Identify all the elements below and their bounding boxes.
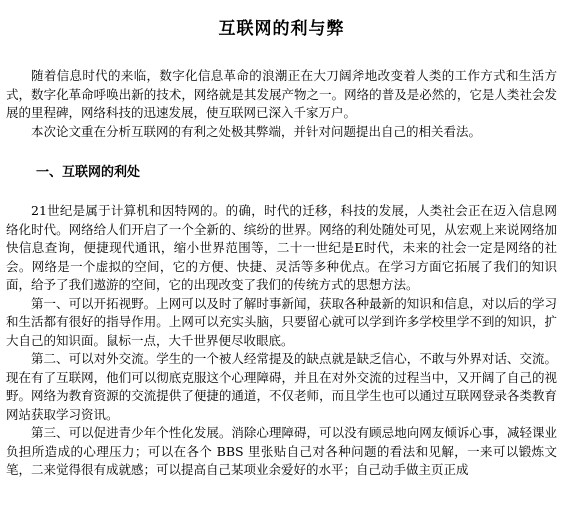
- intro-paragraph: 随着信息时代的来临，数字化信息革命的浪潮正在大刀阔斧地改变着人类的工作方式和生活方式，数字化革命呼唤出新的技术，网络就是其发展产物之一。网络的普及是必然的，它是人类社会发展的里程碑，网络科技的迅速发展，使互联网已深入千家万户。: [6, 68, 557, 120]
- section-heading: 一、互联网的利处: [36, 165, 141, 180]
- document-title: 互联网的利与弊: [218, 19, 345, 39]
- intro-section: [6, 67, 557, 141]
- body-paragraph: 第二、可以对外交流。学生的一个被人经常提及的缺点就是缺乏信心，不敢与外界对话、交流。现在有了互联网，他们可以彻底克服这个心理障碍，并且在对外交流的过程当中，又开阔了自己的视野。网络为教育资源的交流提供了便捷的通道，不仅老师，而且学生也可以通过互联网登录各类教育网站获取学习资讯。: [6, 351, 557, 422]
- body-paragraph: 21世纪是属于计算机和因特网的。的确，时代的迁移，科技的发展，人类社会正在迈入信息网络化时代。网络给人们开启了一个全新的、缤纷的世界。网络的利处随处可见，从宏观上来说网络加快信息查询，便捷现代通讯，缩小世界范围等，二十一世纪是E时代，未来的社会一定是网络的社会。网络是一个虚拟的空间，它的方便、快捷、灵活等多种优点。在学习方面它拓展了我们的知识面，给予了我们遨游的空间，它的出现改变了我们的传统方式的思想方法。: [6, 203, 557, 292]
- body-paragraph: 第一、可以开拓视野。上网可以及时了解时事新闻，获取各种最新的知识和信息，对以后的学习和生活都有很好的指导作用。上网可以充实头脑，只要留心就可以学到许多学校里学不到的知识，扩大自己的知识面。鼠标一点，大千世界便尽收眼底。: [6, 295, 557, 348]
- body-paragraph: 第三、可以促进青少年个性化发展。消除心理障碍，可以没有顾忌地向网友倾诉心事，减轻课业负担所造成的心理压力；可以在各个 BBS 里张贴自己对各种问题的看法和见解，一来可以锻炼文笔，二来觉得很有成就感；可以提高自己某项业余爱好的水平；自己动手做主页正成: [6, 425, 557, 477]
- section-body: [6, 202, 557, 480]
- intro-paragraph: 本次论文重在分析互联网的有利之处极其弊端，并针对问题提出自己的相关看法。: [31, 123, 482, 139]
